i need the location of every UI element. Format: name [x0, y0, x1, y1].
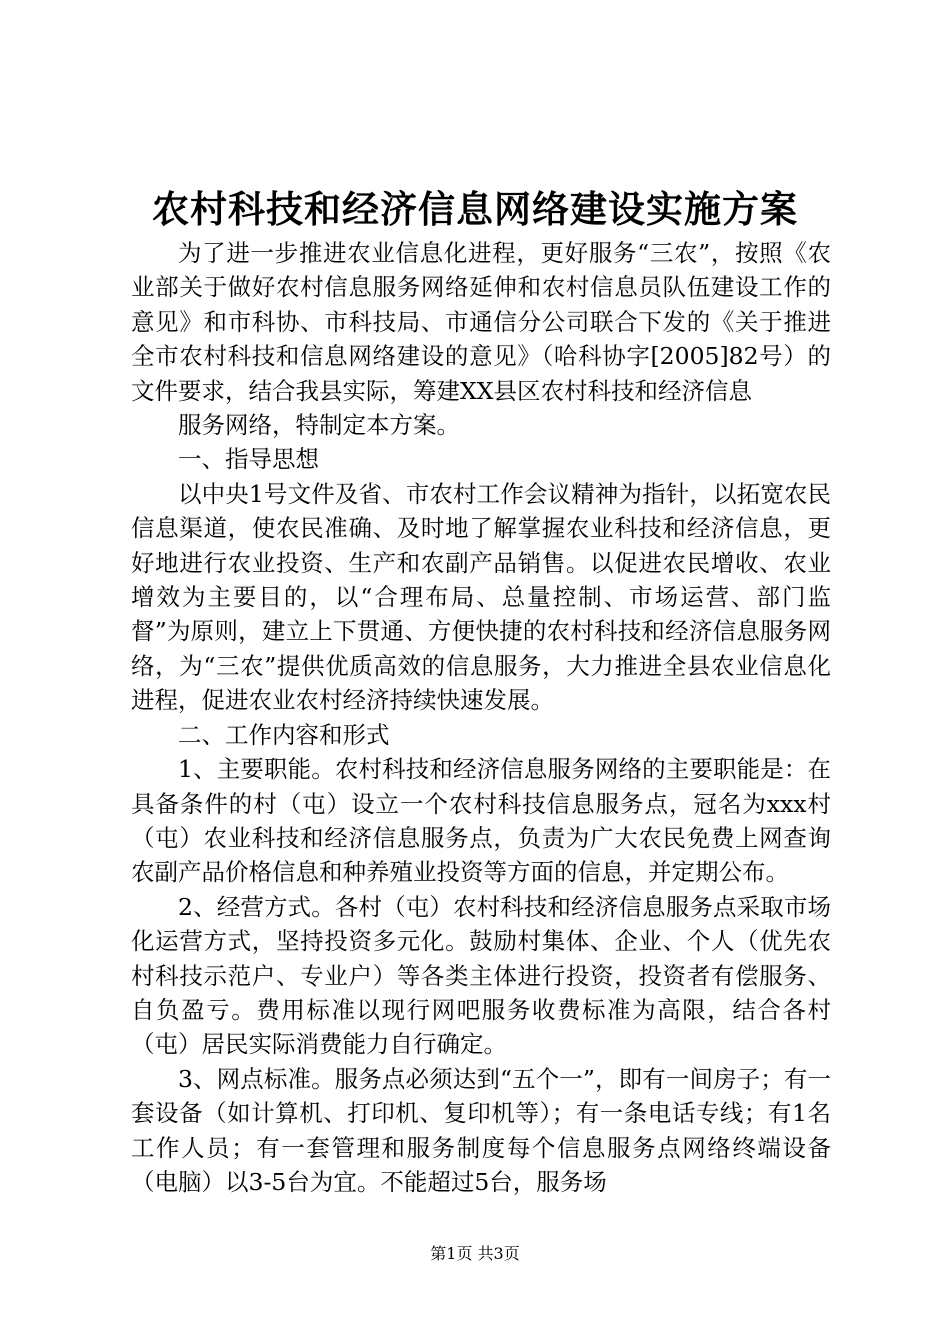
paragraph-main-functions: 1、主要职能。农村科技和经济信息服务网络的主要职能是：在具备条件的村（屯）设立一个农村科技信息服务点，冠名为xxx村（屯）农业科技和经济信息服务点，负责为广大农民免费上网查询农副产品价格信息和种养殖业投资等方面的信息，并定期公布。 — [131, 755, 831, 887]
document-title: 农村科技和经济信息网络建设实施方案 — [152, 187, 798, 231]
paragraph-operation-mode: 2、经营方式。各村（屯）农村科技和经济信息服务点采取市场化运营方式，坚持投资多元化。鼓励村集体、企业、个人（优先农村科技示范户、专业户）等各类主体进行投资，投资者有偿服务、自负盈亏。费用标准以现行网吧服务收费标准为高限，结合各村（屯）居民实际消费能力自行确定。 — [131, 892, 831, 1059]
paragraph-intro-continued: 服务网络，特制定本方案。 — [178, 411, 460, 440]
document-body — [131, 236, 831, 1199]
page-number-footer: 第1页 共3页 — [430, 1244, 520, 1263]
paragraph-intro: 为了进一步推进农业信息化进程，更好服务“三农”，按照《农业部关于做好农村信息服务网络延伸和农村信息员队伍建设工作的意见》和市科协、市科技局、市通信分公司联合下发的《关于推进全市农村科技和信息网络建设的意见》（哈科协字[2005]82号）的文件要求，结合我县实际，筹建XX县区农村科技和经济信息 — [131, 239, 831, 405]
section-heading-guiding-ideology: 一、指导思想 — [178, 445, 319, 474]
paragraph-outlet-standard: 3、网点标准。服务点必须达到“五个一”，即有一间房子；有一套设备（如计算机、打印机、复印机等）；有一条电话专线；有1名工作人员；有一套管理和服务制度每个信息服务点网络终端设备（电脑）以3-5台为宜。不能超过5台，服务场 — [131, 1064, 831, 1196]
section-heading-work-content: 二、工作内容和形式 — [178, 720, 390, 749]
paragraph-guiding-ideology: 以中央1号文件及省、市农村工作会议精神为指针，以拓宽农民信息渠道，使农民准确、及时地了解掌握农业科技和经济信息，更好地进行农业投资、生产和农副产品销售。以促进农民增收、农业增效为主要目的，以“合理布局、总量控制、市场运营、部门监督”为原则，建立上下贯通、方便快捷的农村科技和经济信息服务网络，为“三农”提供优质高效的信息服务，大力推进全县农业信息化进程，促进农业农村经济持续快速发展。 — [131, 479, 831, 715]
